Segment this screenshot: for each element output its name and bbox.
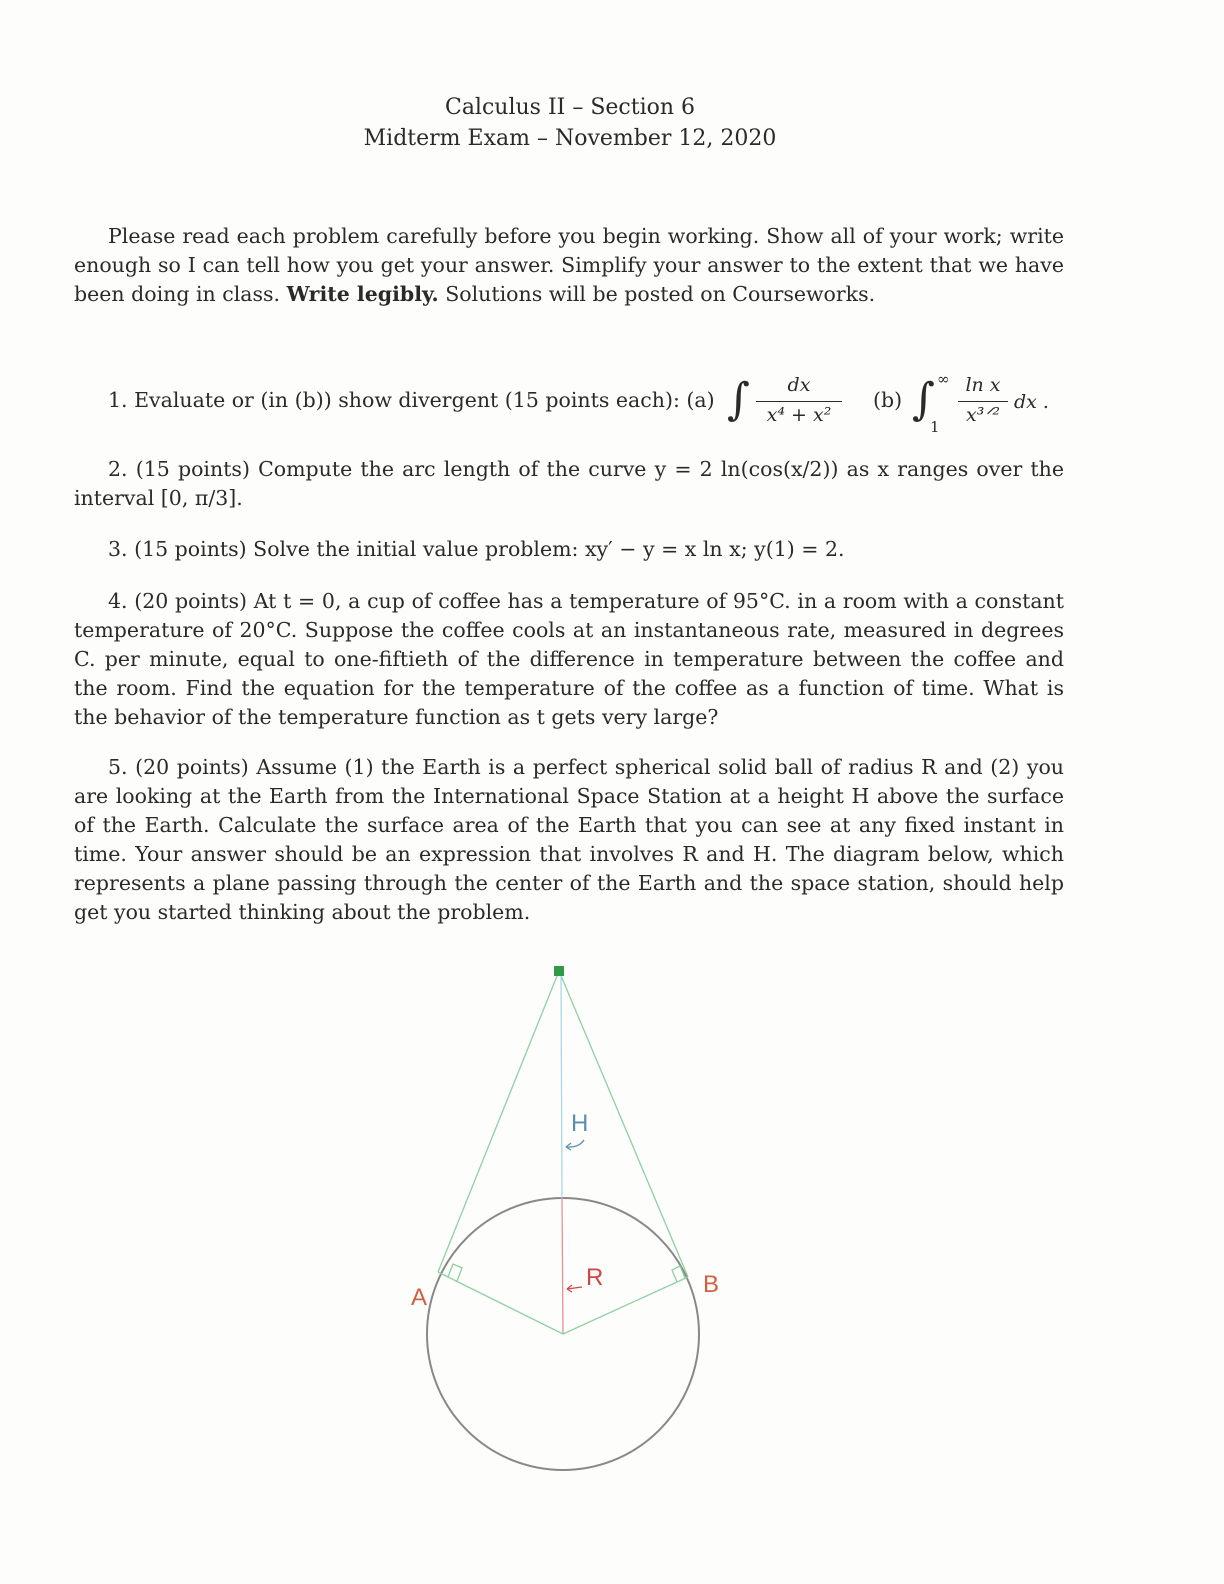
label-h: H bbox=[571, 1110, 589, 1137]
integral-sign-a: ∫ bbox=[727, 374, 750, 425]
radius-line bbox=[562, 1198, 563, 1334]
label-b: B bbox=[703, 1271, 720, 1298]
integral-a-denominator: x⁴ + x² bbox=[766, 404, 832, 426]
integral-b-denominator: x³ᐟ² bbox=[966, 404, 1000, 426]
question-5: 5. (20 points) Assume (1) the Earth is a perfect spherical solid ball of radius R and (2) you are looking at the Earth from the International Space Station at a height H above the surface of the Earth. Calculate the surface area of the Earth that you can see at any fixed instant in time. Your answer should be an expression that involves R and H. The diagram below, which represents a plane passing through the center of the Earth and the space station, should help get you started thinking about the problem. bbox=[74, 755, 1064, 924]
integral-b-lower: 1 bbox=[930, 418, 940, 436]
integral-b-label: (b) bbox=[873, 388, 903, 412]
instructions: Please read each problem carefully before you begin working. Show all of your work; write enough so I can tell how you get your answer. Simplify your answer to the extent that we have been doing in class. Write legibly. Solutions will be posted on Courseworks. bbox=[74, 224, 1064, 306]
question-3: 3. (15 points) Solve the initial value problem: xy′ − y = x ln x; y(1) = 2. bbox=[108, 537, 845, 561]
integral-sign-b: ∫ bbox=[912, 374, 935, 425]
instructions-bold: Write legibly. bbox=[286, 282, 439, 306]
label-r: R bbox=[586, 1264, 604, 1291]
space-station-point bbox=[554, 966, 564, 976]
integral-a-numerator: dx bbox=[787, 374, 811, 396]
integral-b-upper: ∞ bbox=[937, 370, 950, 388]
question-4: 4. (20 points) At t = 0, a cup of coffee has a temperature of 95°C. in a room with a constant temperature of 20°C. Suppose the coffee cools at an instantaneous rate, measured in degrees C. per minute, equal to one-fiftieth of the difference in temperature between the coffee and the room. Find the equation for the temperature of the coffee as a function of time. What is the behavior of the temperature function as t gets very large? bbox=[74, 589, 1064, 729]
question-1-text: 1. Evaluate or (in (b)) show divergent (15 points each): (a) bbox=[108, 388, 715, 412]
tangent-line-a bbox=[438, 971, 559, 1272]
radius-to-a bbox=[438, 1272, 563, 1334]
question-2: 2. (15 points) Compute the arc length of the curve y = 2 ln(cos(x/2)) as x ranges over the interval [0, π/3]. bbox=[74, 457, 1064, 510]
exam-date: Midterm Exam – November 12, 2020 bbox=[363, 126, 777, 151]
height-line bbox=[561, 973, 562, 1198]
radius-to-b bbox=[563, 1277, 688, 1334]
integral-b-numerator: ln x bbox=[965, 374, 1001, 396]
label-a: A bbox=[411, 1284, 428, 1311]
course-title: Calculus II – Section 6 bbox=[444, 95, 696, 120]
h-arrow-icon bbox=[566, 1140, 584, 1150]
r-arrow-icon bbox=[567, 1285, 582, 1292]
integral-b-tail: dx . bbox=[1014, 391, 1049, 413]
